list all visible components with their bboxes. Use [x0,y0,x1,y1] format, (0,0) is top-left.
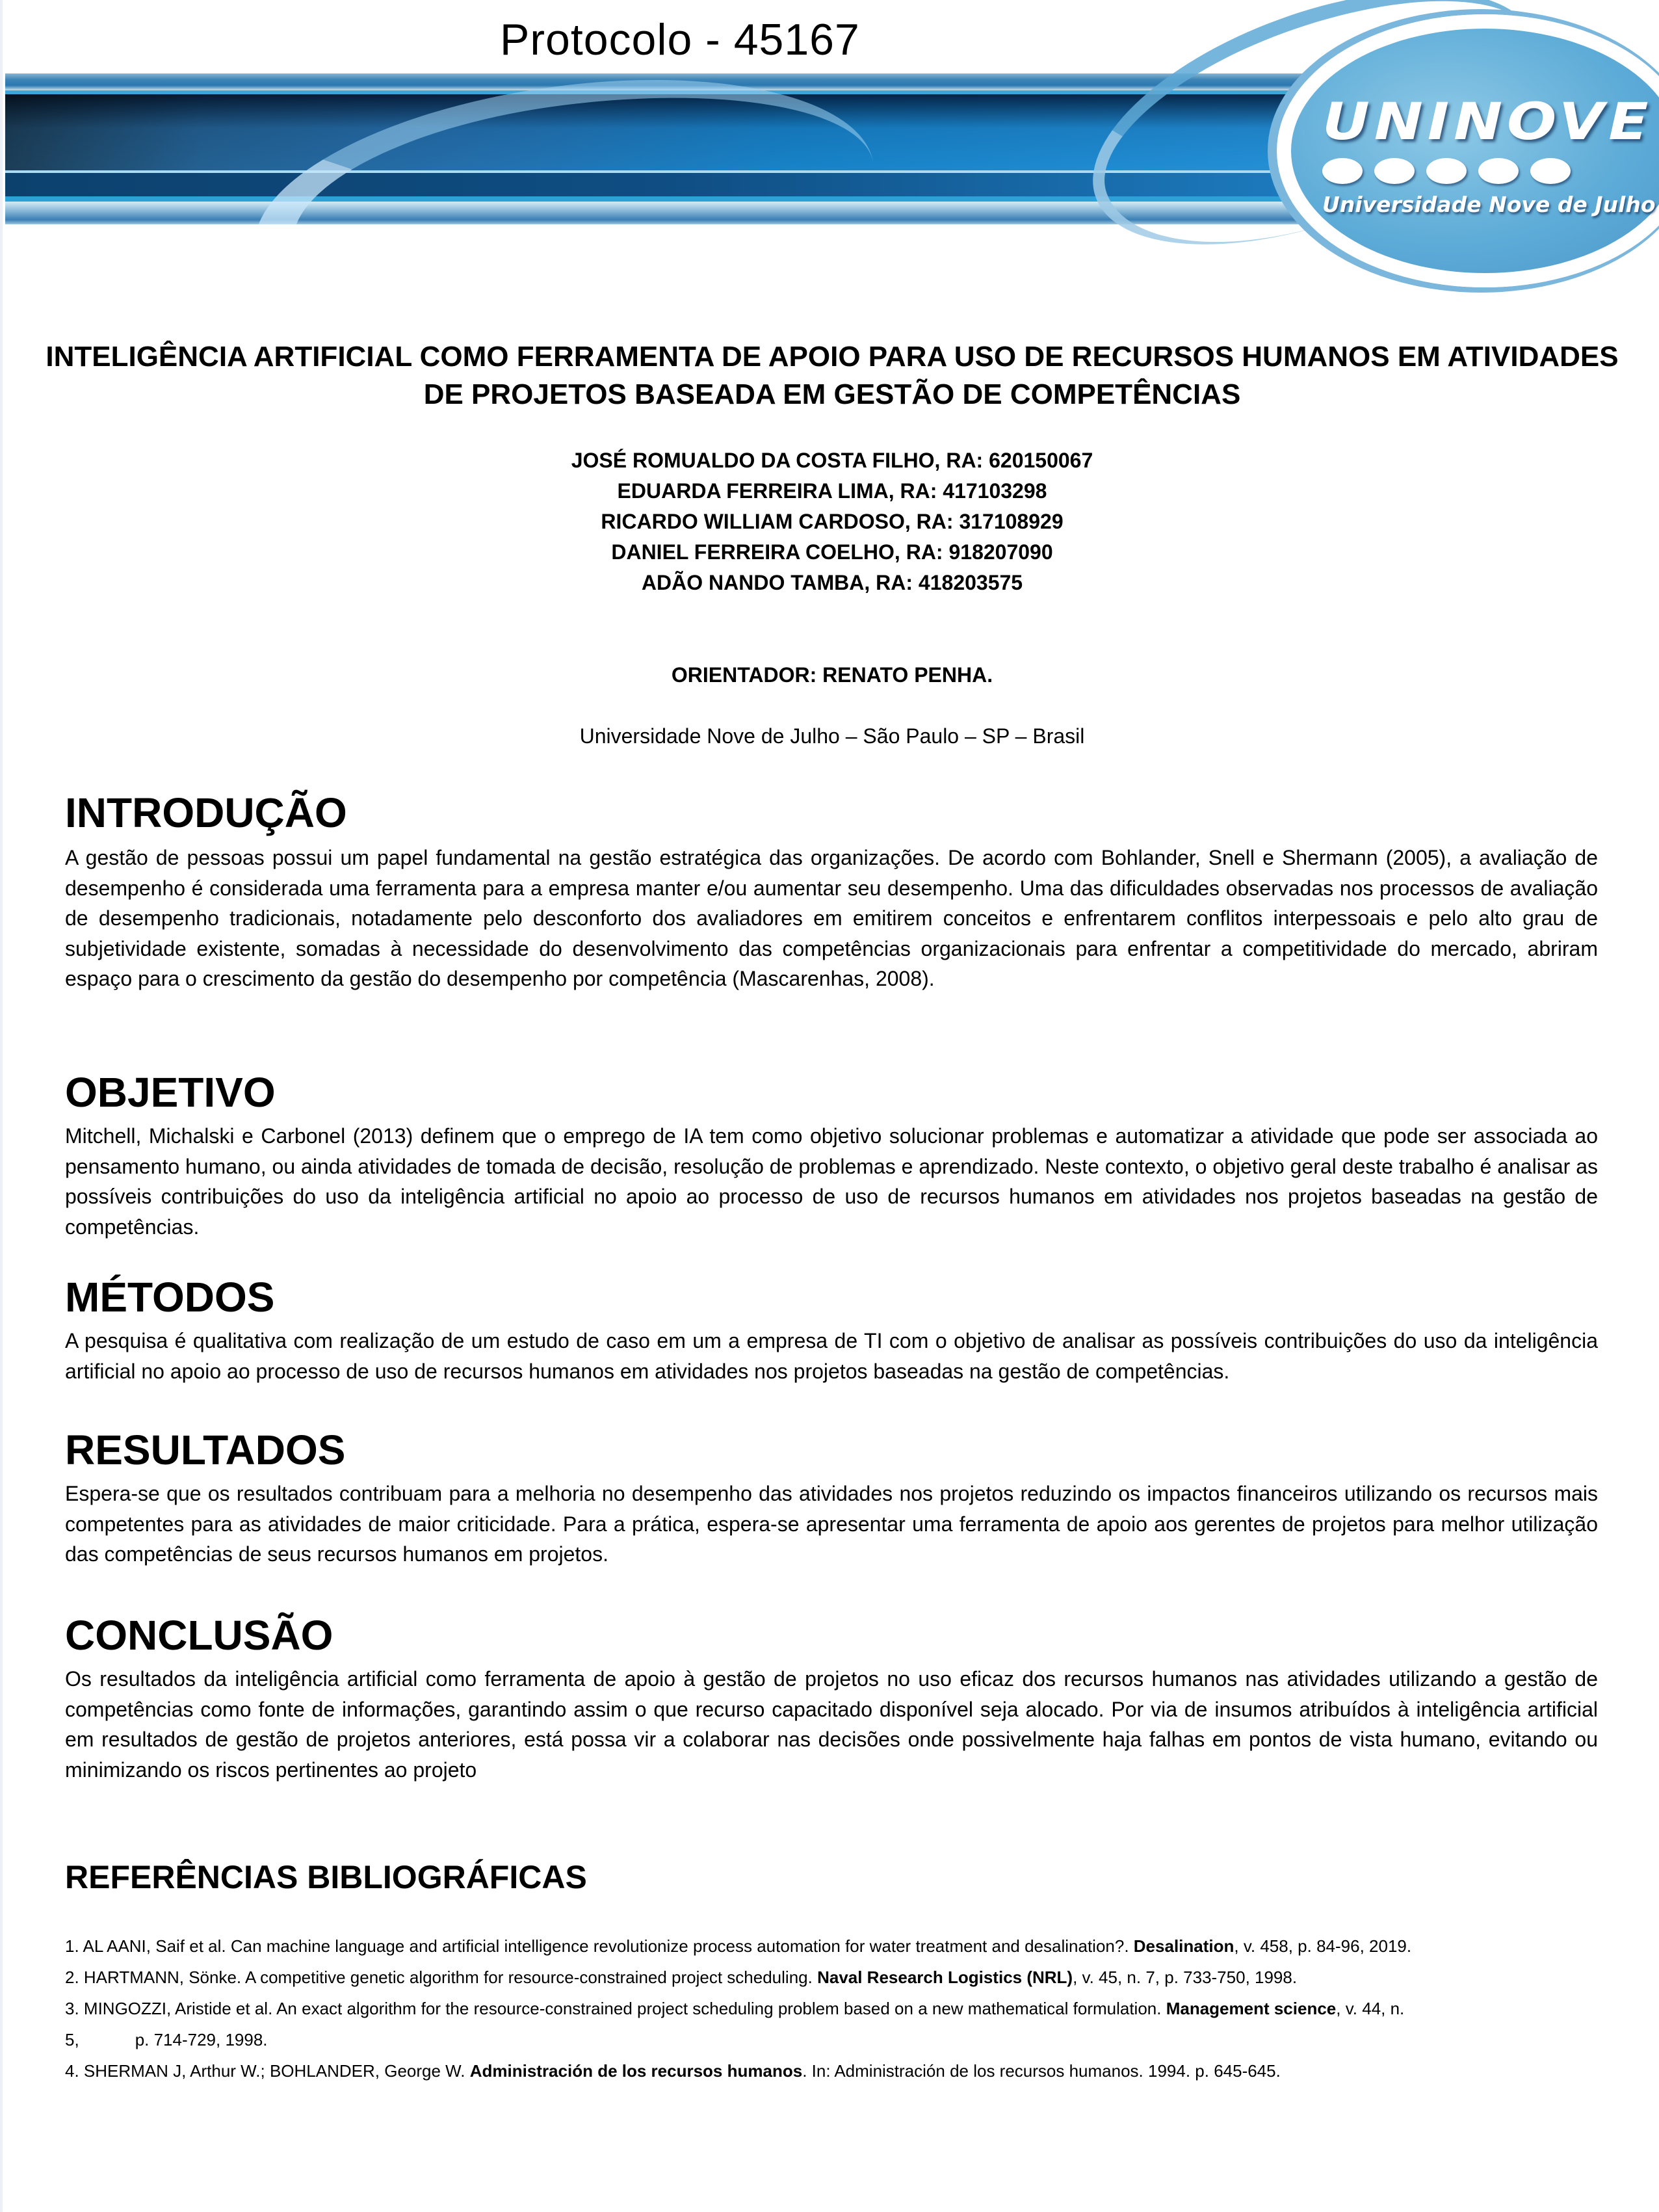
author: EDUARDA FERREIRA LIMA, RA: 417103298 [617,479,1047,503]
logo-dot-icon [1374,158,1415,184]
logo-dot-icon [1530,158,1571,184]
author: DANIEL FERREIRA COELHO, RA: 918207090 [611,540,1053,564]
advisor: ORIENTADOR: RENATO PENHA. [671,663,993,687]
section-heading: RESULTADOS [65,1427,346,1473]
journal-title: Desalination [1133,1936,1234,1956]
journal-title: Naval Research Logistics (NRL) [817,1968,1073,1987]
logo-dot-icon [1322,158,1363,184]
logo-dot-icon [1478,158,1519,184]
book-title: Administración de los recursos humanos [469,2061,803,2081]
section-heading: INTRODUÇÃO [65,789,347,836]
section-introducao [65,787,1598,994]
section-body: Mitchell, Michalski e Carbonel (2013) definem que o emprego de IA tem como objetivo solucionar problemas e automatizar a atividade que pode ser associada ao pensamento humano, ou ainda atividades de tomada de decisão, resolução de problemas e aprendizado. Neste contexto, o objetivo geral deste trabalho é analisar as possíveis contribuições do uso da inteligência artificial no apoio ao processo de uso de recursos humanos em atividades nos projetos baseadas na gestão de competências. [65,1124,1598,1239]
section-body: A pesquisa é qualitativa com realização de um estudo de caso em um a empresa de TI com o objetivo de analisar as possíveis contribuições do uso da inteligência artificial no apoio ao processo de uso de recursos humanos em atividades nos projetos baseadas na gestão de competências. [65,1329,1598,1383]
section-heading: CONCLUSÃO [65,1612,333,1659]
reference-item: 4. SHERMAN J, Arthur W.; BOHLANDER, George W. Administración de los recursos humanos. In: Administración de los recursos humanos. 1994. p. 645-645. [65,2061,1281,2081]
logo-subtitle: Universidade Nove de Julho [1322,192,1656,217]
section-heading: OBJETIVO [65,1069,276,1116]
author-list [3,445,1659,598]
references-heading: REFERÊNCIAS BIBLIOGRÁFICAS [65,1859,587,1895]
reference-item-continuation: 5, p. 714-729, 1998. [65,2030,268,2049]
section-conclusao [65,1609,1598,1785]
section-heading: MÉTODOS [65,1274,275,1321]
logo-dots [1322,158,1659,184]
reference-item: 1. AL AANI, Saif et al. Can machine language and artificial intelligence revolutionize process automation for water treatment and desalination?. Desalination, v. 458, p. 84-96, 2019. [65,1936,1412,1956]
section-objetivo [65,1066,1598,1242]
uninove-logo [1277,14,1659,261]
section-body: Os resultados da inteligência artificial como ferramenta de apoio à gestão de projetos no uso eficaz dos recursos humanos nas atividades utilizando a gestão de competências como fonte de informações, garantindo assim o que recurso capacitado disponível seja alocado. Por via de insumos atribuídos à inteligência artificial em resultados de gestão de projetos anteriores, está possa vir a colaborar nas decisões onde possivelmente haja falhas em pontos de vista humano, evitando ou minimizando os riscos pertinentes ao projeto [65,1667,1598,1782]
institution: Universidade Nove de Julho – São Paulo – SP – Brasil [579,724,1085,748]
paper-title [16,338,1649,414]
logo-dot-icon [1426,158,1467,184]
section-metodos [65,1271,1598,1386]
section-body: Espera-se que os resultados contribuam para a melhoria no desempenho das atividades nos projetos reduzindo os impactos financeiros utilizando os recursos mais competentes para as atividades de maior criticidade. Para a prática, espera-se apresentar uma ferramenta de apoio aos gerentes de projetos para melhor utilização das competências de seus recursos humanos em projetos. [65,1482,1598,1566]
references [65,1856,1598,2087]
logo-wordmark: UNINOVE [1322,93,1653,151]
author: RICARDO WILLIAM CARDOSO, RA: 317108929 [601,510,1064,533]
title-line: DE PROJETOS BASEADA EM GESTÃO DE COMPETÊNCIAS [423,378,1241,410]
title-line: INTELIGÊNCIA ARTIFICIAL COMO FERRAMENTA DE APOIO PARA USO DE RECURSOS HUMANOS EM ATIVIDADES [46,341,1619,373]
reference-item: 3. MINGOZZI, Aristide et al. An exact algorithm for the resource-constrained project scheduling problem based on a new mathematical formulation. Management science, v. 44, n. [65,1999,1405,2018]
reference-item: 2. HARTMANN, Sönke. A competitive genetic algorithm for resource-constrained project scheduling. Naval Research Logistics (NRL), v. 45, n. 7, p. 733-750, 1998. [65,1968,1298,1987]
reference-list [65,1930,1598,2087]
author: JOSÉ ROMUALDO DA COSTA FILHO, RA: 620150067 [571,449,1093,472]
section-body: A gestão de pessoas possui um papel fundamental na gestão estratégica das organizações. De acordo com Bohlander, Snell e Shermann (2005), a avaliação de desempenho é considerada uma ferramenta para a empresa manter e/ou aumentar seu desempenho. Uma das dificuldades observadas nos processos de avaliação de desempenho tradicionais, notadamente pelo desconforto dos avaliadores em emitirem conceitos e enfrentarem conflitos interpessoais e pelo alto grau de subjetividade existente, somadas à necessidade do desenvolvimento das competências organizacionais para enfrentar a competitividade do mercado, abriram espaço para o crescimento da gestão do desempenho por competência (Mascarenhas, 2008). [65,846,1598,990]
section-resultados [65,1424,1598,1570]
journal-title: Management science [1166,1999,1337,2018]
author: ADÃO NANDO TAMBA, RA: 418203575 [641,571,1023,594]
protocol-number: Protocolo - 45167 [500,15,860,64]
